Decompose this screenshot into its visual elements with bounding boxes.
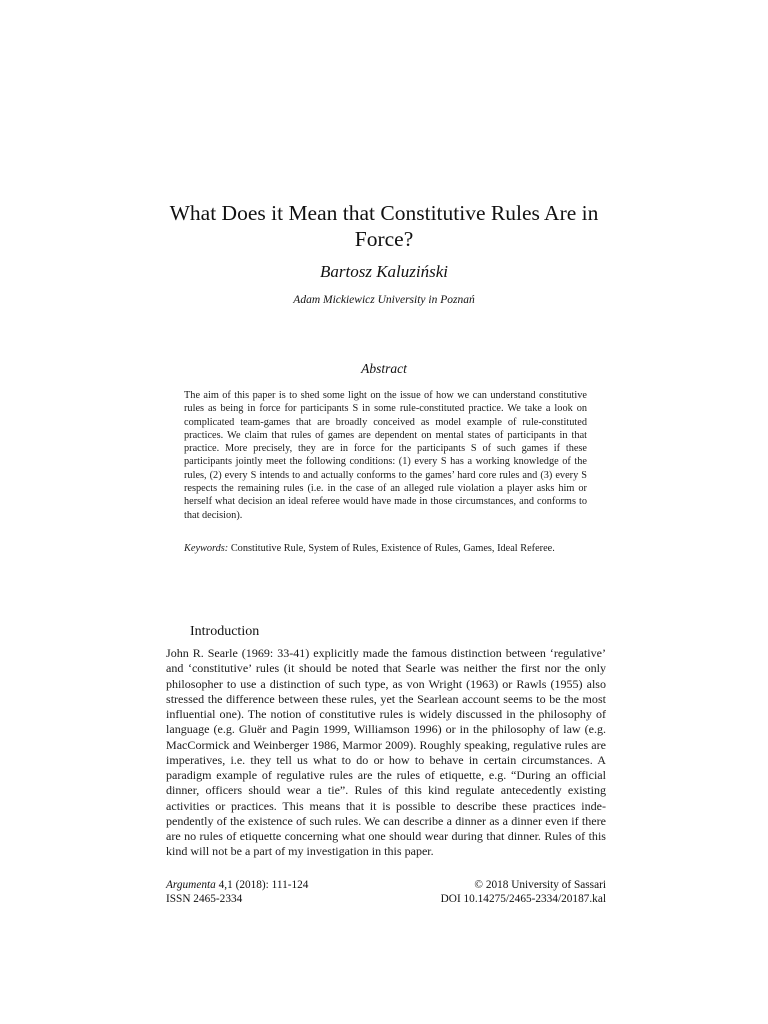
footer-row-2 (166, 893, 606, 907)
keywords-list: Constitutive Rule, System of Rules, Existence of Rules, Games, Ideal Referee. (230, 543, 555, 554)
abstract-heading: Abstract (361, 361, 407, 376)
journal-name: Argumenta (166, 879, 216, 891)
doi: DOI 10.14275/2465-2334/20187.kal (440, 892, 606, 905)
copyright-notice: © 2018 University of Sassari (474, 879, 606, 891)
introduction-text: John R. Searle (1969: 33-41) explicitly made the famous distinction between ‘regulative’ and ‘constitutive’ rules (it should be noted that Searle was neither the first nor the only philosopher to use a distinction of such type, as von Wright (1963) or Rawls (1955) also stressed the difference between these rules, yet the Searlean account seems to be the most influential one). The notion of constitutive rules is widely discussed in the philosophy of language (e.g. Gluër and Pagin 1999, Williamson 1996) or in the philosophy of law (e.g. MacCormick and Weinberger 1986, Marmor 2009). Roughly speaking, regulative rules are imperatives, i.e. they tell us what to do or how to behave in certain circumstances. A paradigm example of regulative rules are the rules of etiquette, e.g. “During an official dinner, officers should wear a tie”. Rules of this kind regulate antecedently existing activities or practices. This means that it is possible to describe these practices independently of the existence of such rules. We can describe a dinner as a dinner even if there are no rules of etiquette concerning what one should wear during that dinner. Rules of this kind will not be a part of my investigation in this paper. (166, 646, 606, 859)
abstract-text: The aim of this paper is to shed some light on the issue of how we can understand constitutive rules as being in force for participants S in some rule-constituted practice. We take a look on complicated team-games that are broadly conceived as model example of rule-constituted practices. We claim that rules of games are dependent on mental states of participants in that practice. More precisely, they are in force for the participants S of such games if these participants jointly meet the following conditions: (1) every S has a working knowledge of the rules, (2) every S intends to and actually conforms to the games’ hard core rules and (3) every S respects the remaining rules (i.e. in the case of an alleged rule violation a player asks him or herself what decision an ideal referee would have made in those circumstances, and conforms to that decision). (184, 390, 587, 521)
keywords (184, 542, 597, 555)
keywords-label: Keywords: (184, 543, 229, 554)
author-name: Bartosz Kaluziński (320, 262, 448, 281)
footer-row-1 (166, 879, 606, 893)
page-footer (166, 879, 606, 906)
author-affiliation: Adam Mickiewicz University in Poznań (293, 294, 475, 306)
issn: ISSN 2465-2334 (166, 892, 243, 905)
section-heading-introduction: Introduction (190, 624, 260, 639)
paper-title: What Does it Mean that Constitutive Rules Are in Force? (169, 201, 599, 251)
journal-volume: 4,1 (2018): 111-124 (215, 879, 309, 891)
journal-citation (166, 879, 308, 893)
